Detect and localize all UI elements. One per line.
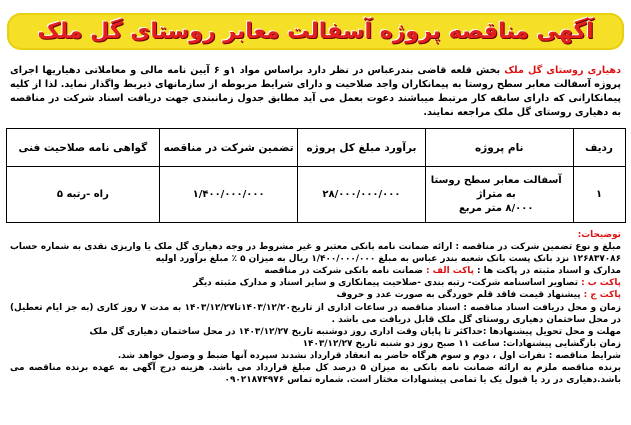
header-estimate: برآورد مبلغ کل پروژه [298, 129, 426, 167]
table-row [6, 167, 625, 223]
notice-title: آگهی مناقصه پروژه آسفالت معابر روستای گل ملک [37, 18, 594, 44]
note-document-pickup: زمان و محل دریافت اسناد مناقصه : اسناد مناقصه در ساعات اداری از تاریخ۱۴۰۳/۱۲/۲۰تا۱۴۰۳/۱۲/۲۷ به مدت ۷ روز کاری (به جز ایام تعطیل) در محل ساختمان دهیاری روستای گل ملک قابل دریافت می باشد . [10, 302, 621, 325]
note-envelope-c [10, 289, 621, 301]
note-envelopes [10, 265, 621, 277]
intro-paragraph [4, 62, 627, 120]
header-project-name: نام پروژه [425, 129, 573, 167]
intro-lead: دهیاری روستای گل ملک [504, 65, 622, 76]
notes-heading: توضیحات: [577, 230, 621, 240]
header-certificate: گواهی نامه صلاحیت فنی [6, 129, 160, 167]
envelope-b-text: تصاویر اساسنامه شرکت- رتبه بندی -صلاحیت پیمانکاری و سایر اسناد و مدارک مثبته دیگر [193, 278, 582, 289]
banner-box [7, 13, 623, 50]
cell-estimate: ۲۸/۰۰۰/۰۰۰/۰۰۰ [298, 167, 426, 223]
note-submission-deadline: مهلت و محل تحویل پیشنهادها :حداکثر تا پایان وقت اداری روز دوشنبه تاریخ ۱۴۰۳/۱۲/۲۷ در محل ساختمان دهیاری گل ملک [89, 326, 621, 337]
note-winner-obligations: برنده مناقصه ملزم به ارائه ضمانت نامه بانکی به میزان ۵ درصد کل مبلغ قرارداد می باشد. هزینه درج آگهی به عهده برنده مناقصه می باشد.دهیاری در رد یا قبول یک یا تمامی پیشنهادات مختار است. شماره تماس ۰۹۰۲۱۸۷۴۹۷۶ [10, 363, 621, 386]
envelope-b-tag: پاکت ب : [581, 278, 621, 289]
envelope-c-tag: پاکت ج : [583, 290, 621, 301]
intro-body: بخش قلعه قاضی بندرعباس در نظر دارد براساس مواد ۱و ۶ آیین نامه مالی و معاملاتی دهیاریها اجرای پروژه آسفالت معابر سطح روستا به پیمانکاران واجد صلاحیت و دارای شرایط مربوطه از سازمانهای ذیربط واگذار نماید. لذا از کلیه پیمانکارانی که دارای سابقه کار مرتبط میباشند دعوت بعمل می آید مطابق جدول زمانبندی جهت دریافت اسناد شرکت در مناقصه به دهیاری روستای گل ملک مراجعه نمایند. [10, 65, 621, 118]
table-header-row [6, 129, 625, 167]
project-name-line1: آسفالت معابر سطح روستا به متراژ [430, 174, 562, 200]
envelope-c-text: پیشنهاد قیمت فاقد قلم خوردگی به صورت عدد و حروف [336, 290, 584, 301]
note-opening-time: زمان بازگشایی پیشنهادات: ساعت ۱۱ صبح روز دو شنبه تاریخ ۱۴۰۳/۱۲/۲۷ [302, 338, 621, 349]
notes-section [4, 223, 627, 386]
tender-table [6, 128, 626, 223]
note-envelopes-text: مدارک و اسناد مثبته در پاکت ها : [473, 266, 621, 277]
envelope-a-text: ضمانت نامه بانکی شرکت در مناقصه [264, 266, 427, 277]
banner [4, 0, 627, 62]
header-guarantee: تضمین شرکت در مناقصه [160, 129, 298, 167]
envelope-a-tag: پاکت الف : [426, 266, 474, 277]
project-name-line2: ۸/۰۰۰ متر مربع [458, 202, 534, 214]
note-guarantee: مبلغ و نوع تضمین شرکت در مناقصه : ارائه ضمانت نامه بانکی معتبر و غیر مشروط در وجه دهیاری گل ملک یا واریزی نقدی به شماره حساب ۱۲۶۸۳۷۰۸۶ نزد بانک پست بانک شعبه بندر عباس به مبلغ ۱/۴۰۰/۰۰۰/۰۰۰ ریال به میزان ۵ ٪ مبلغ برآورد اولیه [10, 242, 621, 265]
cell-project-name [425, 167, 573, 223]
header-row-number: ردیف [573, 129, 625, 167]
note-envelope-b [10, 277, 621, 289]
cell-guarantee: ۱/۴۰۰/۰۰۰/۰۰۰ [160, 167, 298, 223]
cell-certificate: راه -رتبه ۵ [6, 167, 160, 223]
cell-row-number: ۱ [573, 167, 625, 223]
note-conditions: شرایط مناقصه : نفرات اول ، دوم و سوم هرگاه حاضر به انعقاد قرارداد نشدند سپرده آنها ضبط و وصول خواهد شد. [117, 350, 621, 361]
